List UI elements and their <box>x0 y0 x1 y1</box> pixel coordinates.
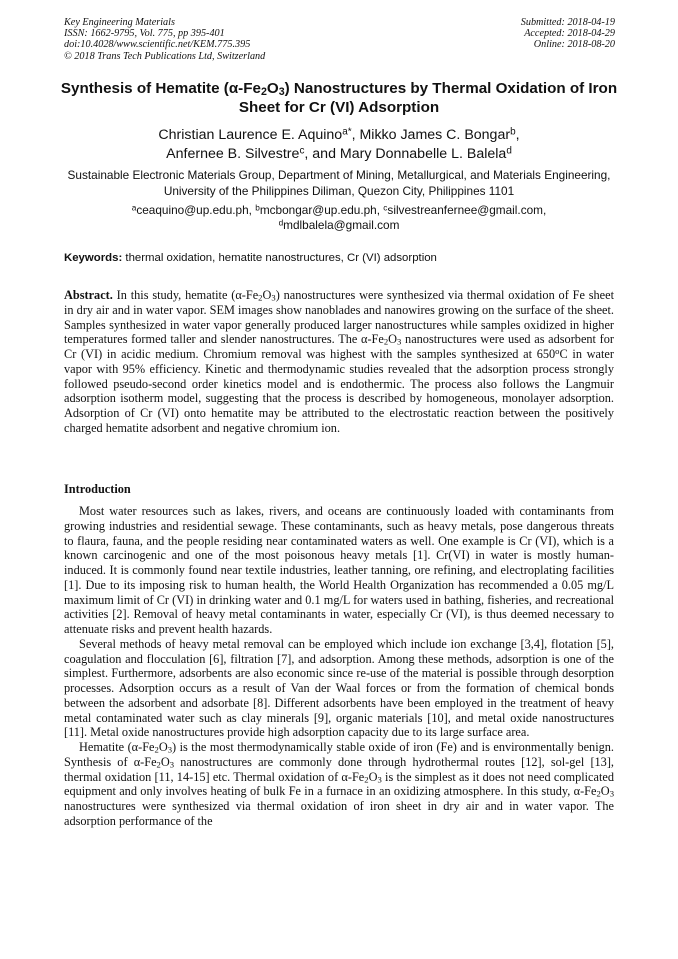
author-name: Christian Laurence E. Aquino <box>158 127 343 143</box>
submitted-date: Submitted: 2018-04-19 <box>520 17 615 28</box>
journal-name: Key Engineering Materials <box>64 17 175 28</box>
article-dates <box>521 17 615 51</box>
introduction-text <box>64 504 614 829</box>
journal-doi: doi:10.4028/www.scientific.net/KEM.775.395 <box>64 39 251 51</box>
author-name: Mikko James C. Bongar <box>359 127 511 143</box>
email-link[interactable]: ceaquino@up.edu.ph <box>136 203 249 217</box>
author-name: Mary Donnabelle L. Balela <box>339 145 507 162</box>
paragraph: Most water resources such as lakes, rivers, and oceans are continuously loaded with contaminants from growing industries and residential sewage. These contaminants, such as heavy metals, pose dangerous threats to flaura, fauna, and the people residing near contaminated waters as well. One example is Cr (VI), which is a known carcinogenic and one of the most poisonous heavy metals [1]. Cr(VI) in water is mostly human-induced. It is commonly found near textile industries, leather tanning, ore refining, and electroplating facilities [1]. Due to its imposing risk to human health, the World Health Organization has recommended a 0.05 mg/L maximum limit of Cr (VI) in drinking water and 0.1 mg/L for waters used in bathing, fisheries, and recreational activities [2]. Removal of heavy metal contaminants in water, especially Cr (VI), is thus deemed necessary to attenuate risks and prevent health hazards. <box>64 504 614 636</box>
abstract-label: Abstract. <box>64 288 113 302</box>
journal-info <box>64 17 265 62</box>
keywords-label: Keywords: <box>64 252 123 264</box>
abstract: Abstract. In this study, hematite $(\alpha-Fe_2O_3)$ nanostructures were synthesized via thermal oxidation of Fe sheet in dry air and in water vapor. SEM images show nanoblades and nanowires growing on the surface of the sheet. Samples synthesized in water vapor generally produced larger nanostructures while samples oxidized in higher temperatures formed taller and slender nanostructures. The $\alpha-Fe_2O_3$ nanostructures were used as adsorbent for Cr (VI) in acidic medium. Chromium removal was highest with the samples synthesized at 650$^o$C in water vapor with 95% efficiency. Kinetic and thermodynamic studies revealed that the adsorption process strongly followed pseudo-second order kinetics model and is endothermic. The process also follows the Langmuir adsorption isotherm model, suggesting that the process is described by homogeneous, monolayer adsorption. Adsorption of Cr (VI) onto hematite may be attributed to the electrostatic reaction between the positively charged hematite adsorbent and negative chromium ion. <box>64 288 614 435</box>
paragraph: Hematite $(\alpha-Fe_2O_3)$ is the most thermodynamically stable oxide of iron (Fe) and is environmentally benign. Synthesis of $\alpha-Fe_2O_3$ nanostructures are commonly done through hydrothermal routes [12], sol-gel [13], thermal oxidation [11, 14-15] etc. Thermal oxidation of $\alpha-Fe_2O_3$ is the simplest as it does not need complicated equipment and only involves heating of bulk Fe in a furnace in an oxidizing atmosphere. In this study, $\alpha-Fe_2O_3$ nanostructures were synthesized via thermal oxidation of iron sheet in dry air and in water vapor. The adsorption performance of the <box>64 740 615 828</box>
author-list: Christian Laurence E. Aquino$^{a*}$, Mikko James C. Bongar$^b$, Anfernee B. Silvestre$^c$, and Mary Donnabelle L. Balela$^d$ <box>158 126 520 162</box>
journal-copyright: © 2018 Trans Tech Publications Ltd, Switzerland <box>64 50 266 62</box>
affiliation: Sustainable Electronic Materials Group, Department of Mining, Metallurgical, and Materials Engineering, University of the Philippines Diliman, Quezon City, Philippines 1101 <box>67 168 611 198</box>
author-name: Anfernee B. Silvestre <box>166 145 300 162</box>
paragraph: Several methods of heavy metal removal can be employed which include ion exchange [3,4], flotation [5], coagulation and flocculation [6], filtration [7], and adsorption. Among these methods, adsorption is one of the simplest. Furthermore, adsorbents are also economic since re-use of the material is possible through desorption processes. Adsorption occurs as a result of Van der Waal forces or from the formation of chemical bonds between the adsorbent and adsorbate [8]. Different adsorbents have been employed in the treatment of heavy metal contaminated water such as clay minerals [9], organic materials [10], and metal oxide nanostructures [11]. Metal oxide nanostructures provide high adsorption capacity due to its large surface area. <box>64 636 614 740</box>
section-heading-introduction: Introduction <box>64 482 131 496</box>
email-link[interactable]: mcbongar@up.edu.ph <box>259 203 377 217</box>
accepted-date: Accepted: 2018-04-29 <box>524 28 615 40</box>
journal-issn: ISSN: 1662-9795, Vol. 775, pp 395-401 <box>64 28 225 40</box>
keywords-text: thermal oxidation, hematite nanostructures, Cr (VI) adsorption <box>122 252 437 264</box>
email-link[interactable]: silvestreanfernee@gmail.com <box>387 203 543 217</box>
author-emails: $^a$ceaquino@up.edu.ph, $^b$mcbongar@up.edu.ph, $^c$silvestreanfernee@gmail.com, $^d$mdlbalela@gmail.com <box>131 203 547 232</box>
email-link[interactable]: mdlbalela@gmail.com <box>283 217 400 232</box>
paper-title: Synthesis of Hematite $(\alpha-Fe_2O_3)$ Nanostructures by Thermal Oxidation of Iron Sheet for Cr (VI) Adsorption <box>60 80 618 116</box>
online-date: Online: 2018-08-20 <box>533 39 615 51</box>
keywords <box>64 251 616 265</box>
